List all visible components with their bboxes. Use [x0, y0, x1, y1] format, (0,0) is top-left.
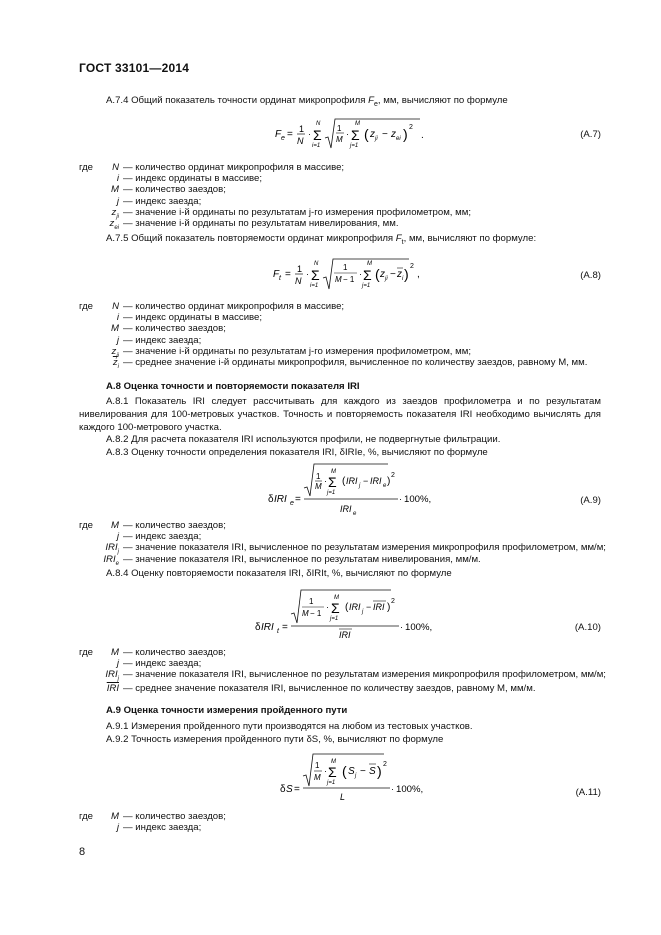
- svg-text:M: M: [336, 135, 343, 144]
- svg-text:·: ·: [359, 269, 362, 279]
- svg-text:N: N: [314, 261, 319, 267]
- definition-item: i — индекс ординаты в массиве;: [116, 312, 263, 324]
- definitions-a10: [79, 646, 609, 694]
- paragraph-a82: А.8.2 Для расчета показателя IRI используются профили, не подвергнутые фильтрации.: [106, 434, 501, 445]
- svg-text:1: 1: [309, 597, 314, 606]
- svg-text:IRI: IRI: [349, 602, 361, 612]
- svg-text:2: 2: [391, 472, 395, 479]
- svg-text:·: ·: [399, 494, 402, 504]
- svg-text:e: e: [290, 500, 294, 507]
- definition-item: i — индекс ординаты в массиве;: [116, 173, 263, 185]
- svg-text:,: ,: [417, 269, 420, 280]
- svg-text:1: 1: [343, 263, 348, 272]
- svg-text:Σ: Σ: [363, 267, 372, 283]
- svg-text:z: z: [380, 269, 385, 280]
- definition-item: $IRI_j$ — значение показателя IRI, вычисленное по результатам измерения микропрофиля профилометром, мм/м;: [105, 542, 606, 556]
- svg-text:1: 1: [315, 761, 320, 770]
- svg-text:e: e: [281, 135, 285, 142]
- definition-item: $z_{ei}$ — значение i-й ординаты по результатам нивелирования, мм.: [109, 217, 399, 231]
- paragraph-a84: А.8.4 Оценку повторяемости показателя IRI, δIRIt, %, вычисляют по формуле: [106, 568, 452, 579]
- where-label: где: [79, 301, 94, 312]
- formula-number-a10: (А.10): [574, 622, 601, 633]
- svg-text:): ): [387, 476, 391, 487]
- svg-text:j=1: j=1: [362, 283, 371, 289]
- svg-text:M: M: [355, 121, 360, 127]
- svg-text:IRI: IRI: [261, 622, 274, 633]
- svg-text:·: ·: [324, 766, 327, 776]
- svg-text:M: M: [367, 261, 372, 267]
- definitions-a9: [79, 519, 609, 567]
- svg-text:=: =: [287, 129, 293, 140]
- svg-text:z: z: [391, 129, 396, 140]
- svg-text:δ: δ: [255, 622, 261, 633]
- where-label: где: [79, 162, 94, 173]
- paragraph-a83: А.8.3 Оценку точности определения показателя IRI, δIRIe, %, вычисляют по формуле: [106, 447, 488, 458]
- svg-text:j=1: j=1: [330, 616, 339, 622]
- svg-text:j: j: [362, 609, 364, 615]
- svg-text:IRI: IRI: [370, 476, 382, 486]
- svg-text:j: j: [359, 483, 361, 489]
- svg-text:−: −: [382, 129, 388, 140]
- definitions-a8: [79, 300, 609, 370]
- formula-number-a8: (А.8): [580, 270, 601, 281]
- definition-item: M — количество заездов;: [111, 184, 226, 196]
- svg-text:·: ·: [391, 784, 394, 794]
- svg-text:N: N: [316, 121, 321, 127]
- svg-text:ji: ji: [385, 276, 388, 282]
- paragraph-a92: А.9.2 Точность измерения пройденного пути δS, %, вычисляют по формуле: [106, 734, 444, 745]
- svg-text:M: M: [331, 759, 336, 765]
- definition-item: $z_{ji}$ — значение i-й ординаты по результатам j-го измерения профилометром, мм;: [111, 345, 471, 359]
- definition-item: $IRI_e$ — значение показателя IRI, вычисленное по результатам нивелирования, мм/м.: [103, 553, 481, 567]
- svg-text:j=1: j=1: [327, 490, 336, 496]
- document-code: ГОСТ 33101—2014: [79, 61, 190, 75]
- paragraph-a74: А.7.4 Общий показатель точности ординат микропрофиля $F_e$, мм, вычисляют по формуле: [106, 95, 508, 108]
- svg-text:·: ·: [308, 129, 311, 139]
- svg-text:δ: δ: [280, 784, 286, 795]
- section-heading-a8: А.8 Оценка точности и повторяемости показателя IRI: [106, 381, 360, 392]
- svg-text:·: ·: [306, 269, 309, 279]
- svg-text:(: (: [342, 763, 347, 779]
- svg-text:=: =: [294, 784, 300, 795]
- definition-item: M — количество заездов;: [111, 811, 226, 822]
- svg-text:IRI: IRI: [340, 504, 352, 514]
- svg-text:100%,: 100%,: [404, 494, 432, 505]
- definition-item: N — количество ординат микропрофиля в массиве;: [112, 301, 345, 312]
- svg-text:IRI: IRI: [339, 630, 351, 640]
- page-number: 8: [79, 846, 86, 858]
- svg-text:−: −: [390, 269, 396, 280]
- svg-text:t: t: [279, 275, 281, 282]
- svg-text:Σ: Σ: [351, 127, 360, 143]
- definition-item: j — индекс заезда;: [116, 195, 202, 207]
- svg-text:M: M: [314, 773, 321, 782]
- svg-text:M: M: [315, 482, 322, 491]
- svg-text:ji: ji: [375, 136, 378, 142]
- svg-text:Σ: Σ: [328, 474, 337, 490]
- svg-text:1: 1: [316, 472, 321, 481]
- definition-item: M — количество заездов;: [111, 323, 226, 335]
- definition-item: $\overline{z}_i$ — среднее значение i-й ординаты микропрофиля, вычисленное по количеству заездов, равному M, мм.: [112, 356, 588, 370]
- svg-text:·: ·: [326, 602, 329, 612]
- svg-text:F: F: [273, 269, 280, 280]
- svg-text:): ): [403, 126, 408, 142]
- svg-text:e: e: [353, 511, 357, 517]
- svg-text:): ): [377, 763, 382, 779]
- svg-text:IRI: IRI: [373, 602, 385, 612]
- svg-text:−: −: [360, 766, 366, 777]
- svg-text:j=1: j=1: [350, 143, 359, 149]
- svg-text:M: M: [302, 609, 309, 618]
- definition-item: N — количество ординат микропрофиля в массиве;: [112, 162, 345, 173]
- definition-item: j — индекс заезда;: [116, 822, 202, 834]
- svg-text:1: 1: [337, 124, 342, 133]
- section-heading-a9: А.9 Оценка точности измерения пройденного пути: [106, 705, 348, 716]
- svg-text:·: ·: [346, 129, 349, 139]
- svg-text:j=1: j=1: [327, 780, 336, 786]
- formula-number-a7: (А.7): [580, 129, 601, 140]
- svg-text:M: M: [334, 595, 339, 601]
- svg-text:M: M: [331, 469, 336, 475]
- svg-text:L: L: [340, 792, 346, 802]
- svg-text:=: =: [285, 269, 291, 280]
- svg-text:2: 2: [409, 124, 413, 131]
- svg-text:(: (: [375, 266, 380, 282]
- formula-a9: [268, 462, 438, 522]
- formula-a7: [275, 116, 435, 160]
- where-label: где: [79, 647, 94, 658]
- svg-text:100%,: 100%,: [396, 784, 424, 795]
- svg-text:2: 2: [410, 263, 414, 270]
- formula-a8: [273, 255, 433, 301]
- definition-item: M — количество заездов;: [111, 520, 226, 531]
- svg-text:i=1: i=1: [310, 283, 319, 289]
- svg-text:2: 2: [391, 598, 395, 605]
- svg-text:=: =: [282, 622, 288, 633]
- definition-item: $z_{ji}$ — значение i-й ординаты по результатам j-го измерения профилометром, мм;: [111, 206, 471, 220]
- svg-text:i: i: [402, 276, 404, 282]
- svg-text:(: (: [364, 126, 369, 142]
- definition-item: M — количество заездов;: [111, 647, 226, 658]
- where-label: где: [79, 811, 94, 822]
- svg-text:j: j: [355, 773, 357, 779]
- svg-text:(: (: [342, 476, 346, 487]
- formula-a10: [255, 588, 435, 644]
- svg-text:F: F: [275, 129, 282, 140]
- svg-text:2: 2: [383, 761, 387, 768]
- svg-text:Σ: Σ: [311, 267, 320, 283]
- svg-text:Σ: Σ: [313, 127, 322, 143]
- svg-text:S: S: [369, 766, 376, 777]
- definitions-a7: [79, 161, 609, 231]
- svg-text:t: t: [277, 628, 279, 635]
- svg-text:δ: δ: [268, 494, 274, 505]
- definition-item: $IRI_j$ — значение показателя IRI, вычисленное по результатам измерения микропрофиля профилометром, мм/м;: [105, 669, 606, 683]
- svg-text:(: (: [345, 602, 349, 613]
- definition-item: j — индекс заезда;: [116, 658, 202, 670]
- formula-a11: [280, 752, 430, 808]
- svg-text:N: N: [297, 136, 304, 146]
- svg-text:z: z: [370, 129, 375, 140]
- svg-text:.: .: [421, 130, 424, 141]
- svg-text:100%,: 100%,: [405, 622, 433, 633]
- svg-text:=: =: [295, 494, 301, 505]
- svg-text:−: −: [363, 476, 369, 486]
- svg-text:ei: ei: [396, 136, 401, 142]
- svg-text:N: N: [295, 276, 302, 286]
- svg-text:− 1: − 1: [343, 275, 355, 284]
- svg-text:IRI: IRI: [274, 494, 287, 505]
- paragraph-a75: А.7.5 Общий показатель повторяемости ординат микропрофиля $F_t$, мм, вычисляют по формуле:: [106, 233, 537, 246]
- definitions-a11: [79, 810, 609, 832]
- svg-text:Σ: Σ: [328, 764, 337, 780]
- definition-item: j — индекс заезда;: [116, 531, 202, 543]
- svg-text:·: ·: [324, 476, 327, 486]
- definition-item: j — индекс заезда;: [116, 334, 202, 346]
- paragraph-a81: А.8.1 Показатель IRI следует рассчитывать для каждого из заездов профилометра и по результатам нивелирования для 100-метровых участков. Точность и повторяемость показателя IRI необходимо вычислять для каждого 100-метрового участка.: [79, 396, 601, 433]
- svg-text:·: ·: [400, 622, 403, 632]
- svg-text:Σ: Σ: [331, 600, 340, 616]
- svg-text:): ): [404, 266, 409, 282]
- definition-item: $\overline{IRI}$ — среднее значение показателя IRI, вычисленное по количеству заездов, равному M, мм/м.: [106, 683, 536, 695]
- svg-text:): ): [387, 602, 391, 613]
- svg-text:M: M: [335, 275, 342, 284]
- svg-text:1: 1: [297, 264, 303, 274]
- formula-number-a11: (А.11): [575, 787, 601, 798]
- formula-number-a9: (А.9): [580, 495, 601, 506]
- svg-text:IRI: IRI: [346, 476, 358, 486]
- svg-text:− 1: − 1: [310, 609, 322, 618]
- svg-text:S: S: [348, 766, 355, 777]
- where-label: где: [79, 520, 94, 531]
- paragraph-a91: А.9.1 Измерения пройденного пути производятся на любом из тестовых участков.: [106, 721, 473, 732]
- svg-text:e: e: [383, 483, 387, 489]
- svg-text:S: S: [286, 784, 293, 795]
- svg-text:z: z: [397, 269, 402, 280]
- svg-text:i=1: i=1: [312, 143, 321, 149]
- svg-text:−: −: [366, 602, 372, 612]
- svg-text:1: 1: [299, 124, 305, 134]
